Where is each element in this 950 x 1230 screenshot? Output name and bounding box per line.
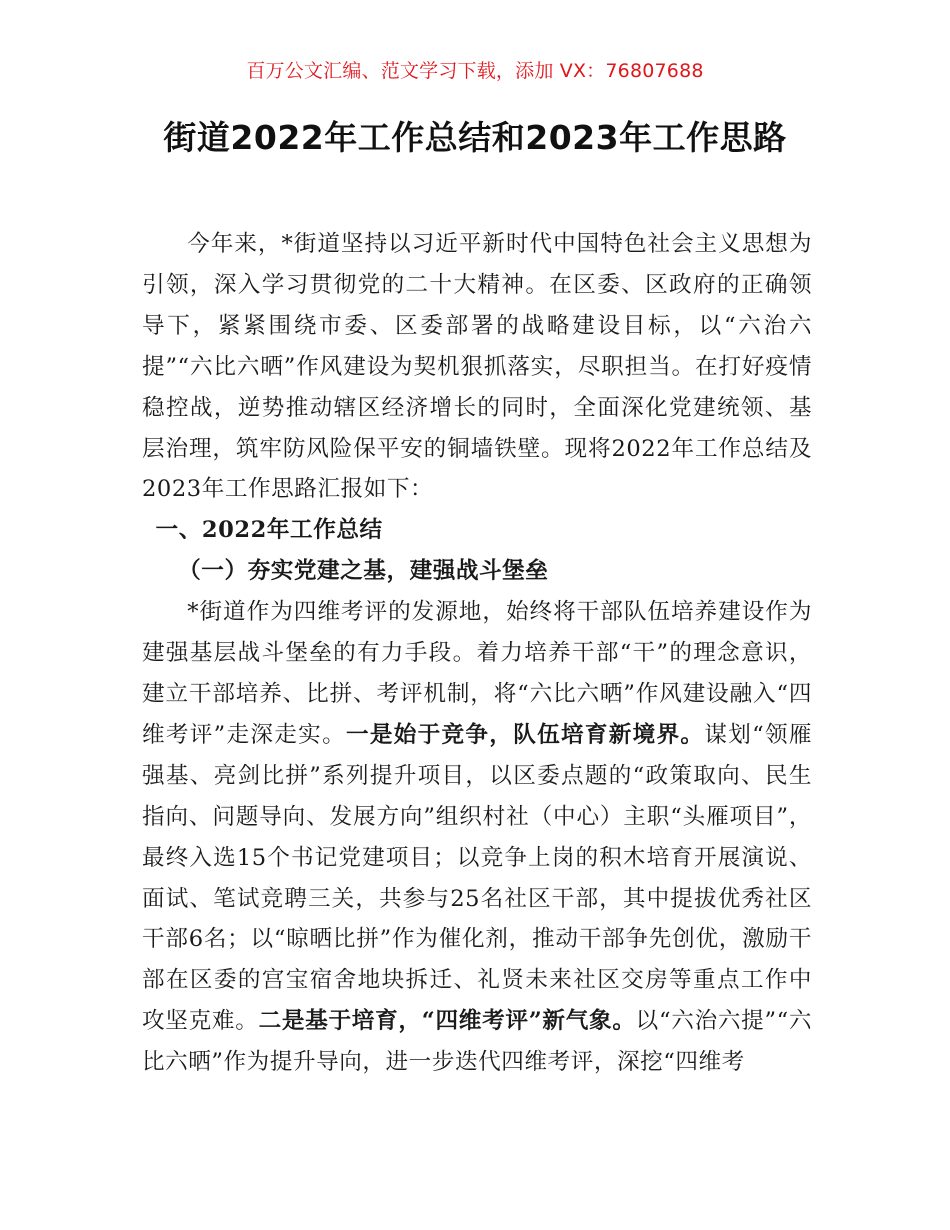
intro-paragraph: 今年来，*街道坚持以习近平新时代中国特色社会主义思想为引领，深入学习贯彻党的二十大精神。在区委、区政府的正确领导下，紧紧围绕市委、区委部署的战略建设目标，以“六治六提”“六比六晒”作风建设为契机狠抓落实，尽职担当。在打好疫情稳控战，逆势推动辖区经济增长的同时，全面深化党建统领、基层治理，筑牢防风险保平安的铜墙铁壁。现将2022年工作总结及2023年工作思路汇报如下：	[142, 231, 812, 503]
page-title: 街道2022年工作总结和2023年工作思路	[163, 118, 787, 157]
body-paragraph	[142, 592, 812, 1083]
bold-emphasis: 一是始于竞争，队伍培育新境界。	[345, 721, 705, 748]
paragraph-text: *街道作为四维考评的发源地，始终将干部队伍培养建设作为建强基层战斗堡垒的有力手段。着力培养干部“干”的理念意识，建立干部培养、比拼、考评机制，将“六比六晒”作风建设融入“四维考评”走深走实。	[142, 599, 812, 748]
bold-emphasis: 二是基于培育，“四维考评”新气象。	[258, 1008, 636, 1035]
paragraph-text: 谋划“领雁强基、亮剑比拼”系列提升项目，以区委点题的“政策取向、民生指向、问题导向、发展方向”组织村社（中心）主职“头雁项目”，最终入选15个书记党建项目；以竞争上岗的积木培育开展演说、面试、笔试竞聘三关，共参与25名社区干部，其中提拔优秀社区干部6名；以“晾晒比拼”作为催化剂，推动干部争先创优，激励干部在区委的宫宝宿舍地块拆迁、礼贤未来社区交房等重点工作中攻坚克难。	[142, 721, 812, 1035]
paragraph-text: 以“六治六提”“六比六晒”作为提升导向，进一步迭代四维考评，深挖“四维考	[142, 1008, 813, 1076]
watermark-header: 百万公文汇编、范文学习下载，添加 VX：76807688	[246, 60, 704, 82]
section-heading: 一、2022年工作总结	[155, 517, 383, 544]
subsection-heading: （一）夯实党建之基，建强战斗堡垒	[178, 558, 549, 585]
document-body	[142, 224, 812, 1083]
